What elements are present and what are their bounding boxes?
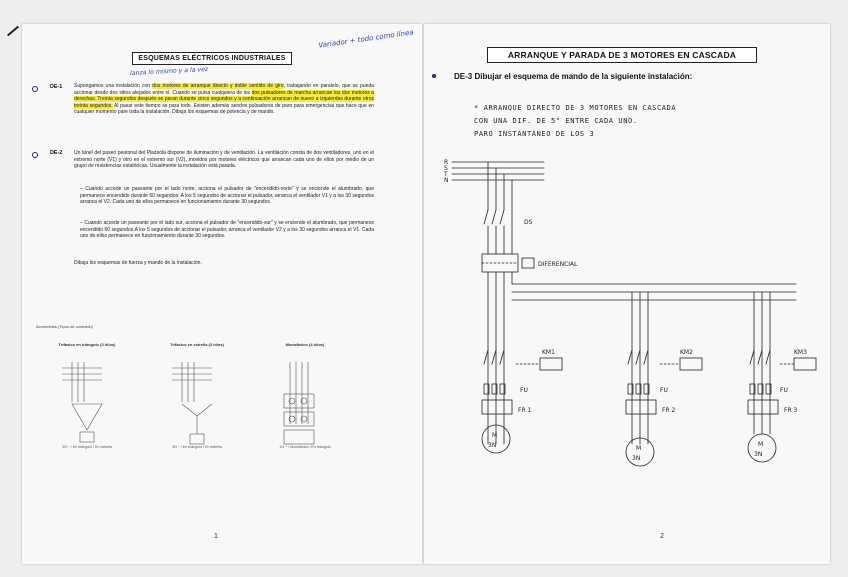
- connection-caption: 3N ~ / En triángulo / En estrella: [172, 445, 222, 449]
- motor-label: M: [758, 441, 764, 448]
- triangle-connection-diagram: [62, 362, 102, 442]
- exercise-de1-text: Supongamos una instalación con dos motores de arranque directo y doble sentido de giro, trabajando en paralelo, que se pueda accionar desde dos sitios alejados entre sí. Cuando se pulsa cualquiera de los dos pulsadores de marcha arrancan los dos motores a derechas. Treinta segundos después se paran durante cinco segundos y a continuación arrancan de nuevo a izquierdas durante otros treinta segundos. Al pasar este tiempo se para todo. Existen además sendos pulsadores de paro para emergencias que hace que en cualquier momento pare toda la instalación. Dibuja los esquemas de potencia y de mando.: [74, 83, 375, 116]
- handwritten-note: [474, 102, 676, 141]
- page-number: 2: [660, 533, 664, 540]
- exercise-de2-intro: Un túnel del paseo peatonal del Plazaola dispone de iluminación y de ventilación. La ventilación consta de dos ventiladores, uno en el extremo norte (V1) y otro en el extremo sur (V2), movidos por motores eléctricos que arrancan cada uno de ellos por medio de un grupo de resistencias estatóricas. Usualmente la instalación está parada.: [74, 150, 374, 170]
- fu-label: FU: [660, 387, 668, 394]
- exercise-de2-closing: Dibuja los esquemas de fuerza y mando de la instalación.: [74, 260, 202, 266]
- note-line: * ARRANQUE DIRECTO DE 3 MOTORES EN CASCADA: [474, 104, 677, 112]
- motor-supply-label: 3N: [632, 455, 641, 462]
- right-page-title: ARRANQUE Y PARADA DE 3 MOTORES EN CASCADA: [487, 47, 757, 63]
- page-number: 1: [214, 533, 218, 540]
- bullet-icon: [432, 74, 436, 78]
- exercise-tag-de1: DE-1: [50, 84, 63, 90]
- connections-title: Acometidas (Tipos de conexión): [36, 324, 93, 329]
- single-phase-connection-diagram: [284, 362, 314, 444]
- fr1-label: FR 1: [518, 407, 532, 414]
- connection-caption: 1N ~ / Monofásico / En triángulo: [279, 445, 331, 449]
- pen-stroke: [7, 26, 19, 37]
- motor-supply-label: 3N: [488, 442, 497, 449]
- exercise-tag-de2: DE-2: [50, 150, 63, 156]
- fu-label: FU: [520, 387, 528, 394]
- right-page: [424, 24, 830, 564]
- left-page-title: ESQUEMAS ELÉCTRICOS INDUSTRIALES: [132, 52, 292, 65]
- left-page: [22, 24, 422, 564]
- exercise-de2-item1: – Cuando accede un paseante por el lado norte, acciona el pulsador de "encendido-norte" y se enciende el alumbrado, que permanece encendido durante 60 segundos. A los 5 segundos de accionar el pulsador, arranca el ventilador V1 y a los 30 segundos arranca el V2. Cada uno de ellos permanece en funcionamiento durante 30 segundos.: [80, 186, 374, 206]
- bullet-icon: [32, 152, 38, 158]
- km2-label: KM2: [680, 349, 693, 356]
- connection-caption: 3N ~ / En triángulo / En estrella: [62, 445, 112, 449]
- handwritten-note-under-title: lanza lo mismo y a la vez: [129, 65, 209, 78]
- exercise-de3-heading: DE-3 Dibujar el esquema de mando de la siguiente instalación:: [454, 72, 693, 81]
- motor-label: M: [492, 432, 498, 439]
- bullet-icon: [32, 86, 38, 92]
- phase-label: T: [444, 171, 448, 178]
- fr3-label: FR 3: [784, 407, 798, 414]
- phase-label: R: [444, 159, 449, 166]
- motor-branch-3: [748, 292, 816, 462]
- ds-label: DS: [524, 219, 533, 226]
- power-circuit-diagram: [424, 154, 830, 554]
- km1-label: KM1: [542, 349, 555, 356]
- star-connection-diagram: [172, 362, 212, 444]
- connection-col-title: Trifásico en triángulo (3 hilos): [58, 342, 116, 347]
- motor-supply-label: 3N: [754, 451, 763, 458]
- motor-branch-2: [626, 292, 702, 466]
- fu-label: FU: [780, 387, 788, 394]
- fr2-label: FR 2: [662, 407, 676, 414]
- note-line: CON UNA DIF. DE 5" ENTRE CADA UNO.: [474, 117, 638, 125]
- exercise-de2-item2: – Cuando accede un paseante por el lado sur, acciona el pulsador de "encendido-sur" y se enciende el alumbrado, que permanece encendido 60 segundos.A los 5 segundos de accionar el pulsador, arranca el ventilador V2 y a los 30 segundos arranca el V1. Cada uno de ellos permanece en funcionamiento durante 30 segundos.: [80, 220, 374, 240]
- km3-label: KM3: [794, 349, 807, 356]
- note-line: PARO INSTANTÁNEO DE LOS 3: [474, 130, 595, 138]
- phase-label: S: [444, 165, 448, 172]
- connection-col-title: Trifásico en estrella (3 hilos): [170, 342, 224, 347]
- motor-label: M: [636, 445, 642, 452]
- connection-col-title: Monofásico (4 hilos): [285, 342, 325, 347]
- differential-label: DIFERENCIAL: [538, 261, 578, 268]
- phase-label: N: [444, 177, 449, 184]
- handwritten-note-top: Variador + todo como línea: [317, 28, 415, 50]
